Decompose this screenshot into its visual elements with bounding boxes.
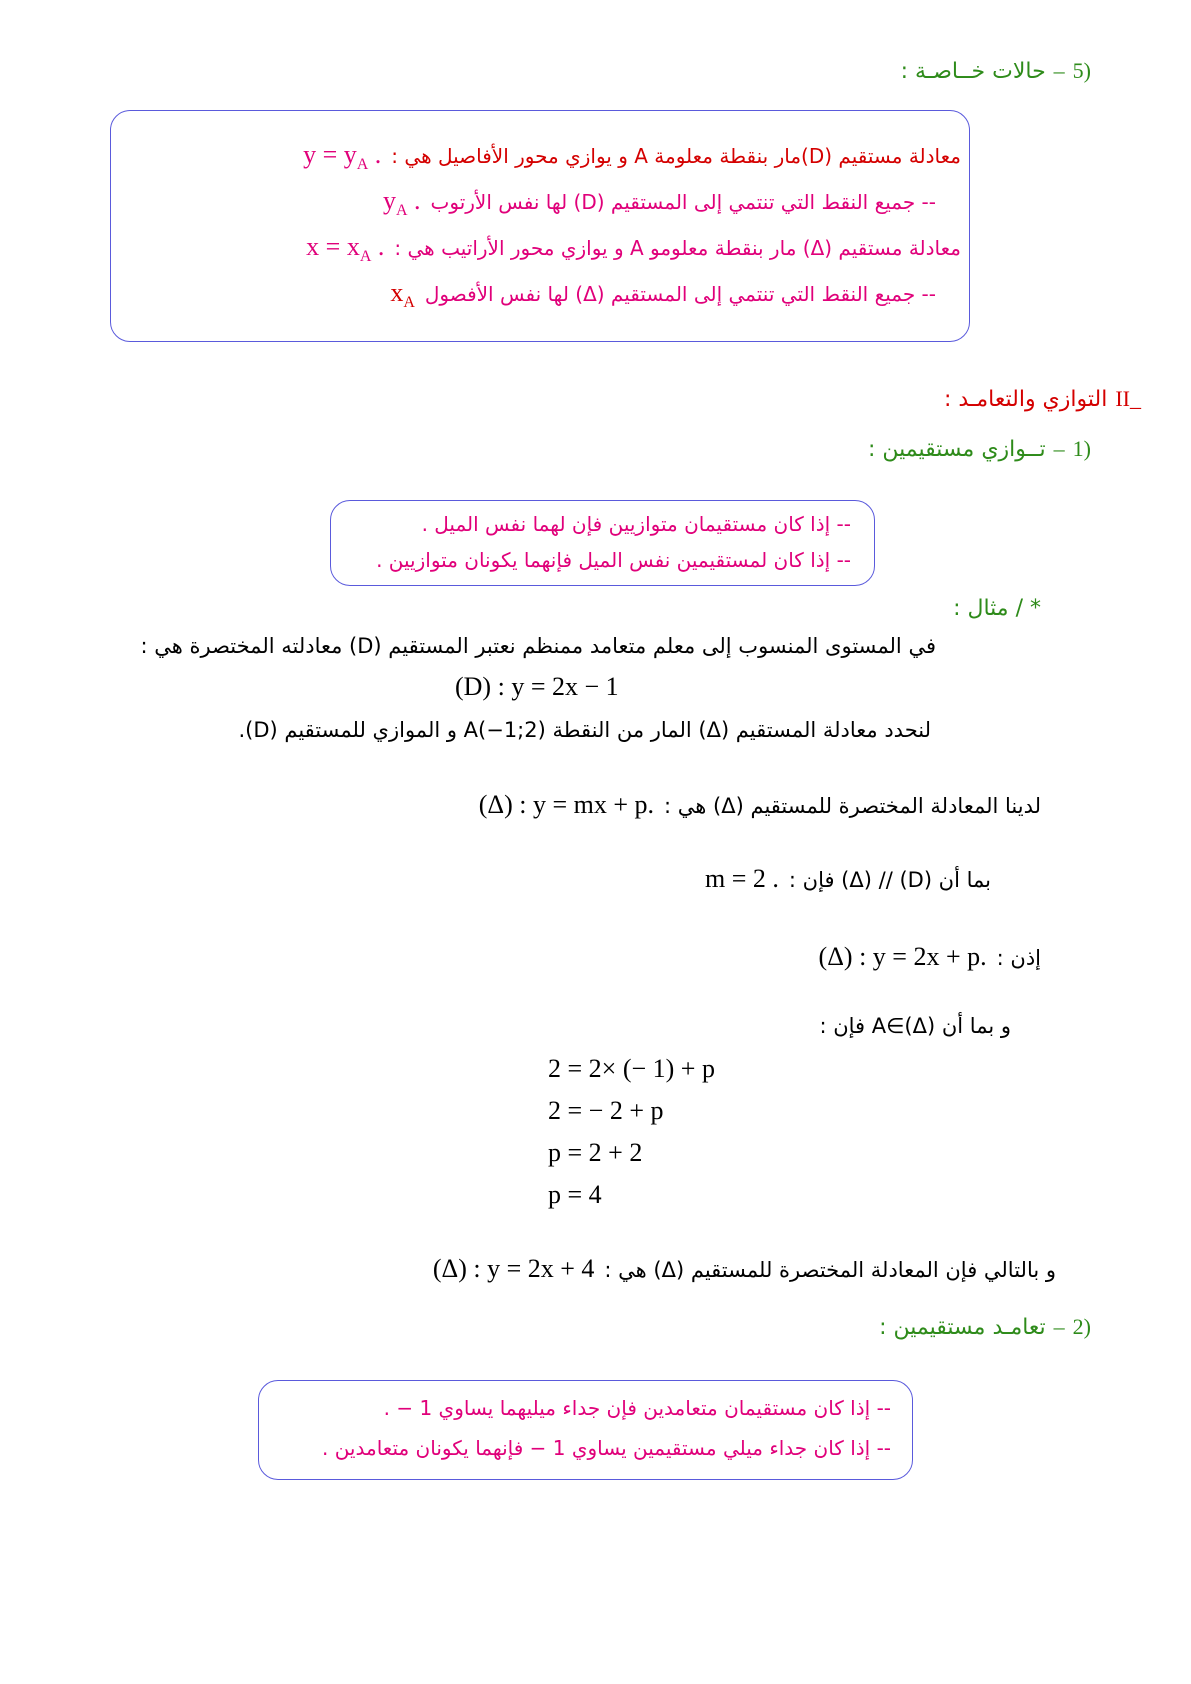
formula-main: y = y bbox=[303, 140, 357, 169]
special-case-1-text: معادلة مستقيم (D)مار بنقطة معلومة A و يوازي محور الأفاصيل هي : bbox=[391, 144, 961, 168]
calculation-block bbox=[548, 1048, 715, 1216]
special-case-line-3 bbox=[306, 232, 961, 266]
special-case-3-text: معادلة مستقيم (Δ) مار بنقطة معلومو A و يوازي محور الأراتيب هي : bbox=[394, 236, 961, 260]
step-conclusion-math: (Δ) : y = 2x + 4 bbox=[432, 1254, 595, 1283]
formula-subscript: A bbox=[359, 248, 372, 266]
perpendicular-rule-1: -- إذا كان مستقيمان متعامدين فإن جداء ميليهما يساوي 1 − . bbox=[383, 1396, 891, 1420]
step-substitute bbox=[819, 942, 1041, 972]
special-case-2-text: -- جميع النقط التي تنتمي إلى المستقيم (D) لها نفس الأرتوب bbox=[430, 190, 936, 214]
section-2-number: 2) bbox=[1072, 1314, 1091, 1339]
section-2-title: تعامـد مستقيمين : bbox=[879, 1315, 1046, 1340]
special-case-line-2 bbox=[383, 186, 936, 220]
special-case-2-formula bbox=[383, 186, 421, 220]
special-case-4-formula bbox=[390, 278, 415, 312]
special-case-4-text: -- جميع النقط التي تنتمي إلى المستقيم (Δ) لها نفس الأفصول bbox=[424, 282, 936, 306]
step-slope-math: m = 2 . bbox=[705, 864, 779, 893]
special-case-1-formula bbox=[303, 140, 381, 174]
parallel-rule-1: -- إذا كان مستقيمان متوازيين فإن لهما نفس الميل . bbox=[421, 512, 851, 536]
calc-line-3: p = 2 + 2 bbox=[548, 1138, 643, 1167]
formula-period: . bbox=[414, 186, 421, 215]
section-2-heading bbox=[879, 1314, 1091, 1340]
line-D-equation: (D) : y = 2x − 1 bbox=[455, 672, 619, 701]
step-substitute-text: إذن : bbox=[996, 946, 1041, 970]
section-II-title: التوازي والتعامـد : bbox=[943, 387, 1108, 412]
formula-period: . bbox=[377, 232, 385, 261]
step-substitute-math: (Δ) : y = 2x + p. bbox=[818, 942, 987, 971]
step-conclusion-text: و بالتالي فإن المعادلة المختصرة للمستقيم (Δ) هي : bbox=[604, 1258, 1056, 1282]
calc-line-1: 2 = 2× (− 1) + p bbox=[548, 1054, 715, 1083]
formula-subscript: A bbox=[395, 202, 408, 220]
special-case-3-formula bbox=[306, 232, 384, 266]
special-case-line-4 bbox=[390, 278, 936, 312]
example-label bbox=[953, 596, 1041, 621]
section-5-dash: – bbox=[1053, 58, 1065, 83]
step-slope-text: بما أن (D) // (Δ) فإن : bbox=[788, 868, 991, 892]
section-II-number: II_ bbox=[1115, 386, 1141, 411]
step-general-form-text: لدينا المعادلة المختصرة للمستقيم (Δ) هي : bbox=[664, 794, 1041, 818]
perpendicular-rule-2: -- إذا كان جداء ميلي مستقيمين يساوي 1 − فإنهما يكونان متعامدين . bbox=[321, 1436, 891, 1460]
perpendicular-rules-box bbox=[258, 1380, 913, 1480]
parallel-rule-2: -- إذا كان لمستقيمين نفس الميل فإنهما يكونان متوازيين . bbox=[376, 548, 851, 572]
step-point-on-line: و بما أن A∈(Δ) فإن : bbox=[819, 1014, 1011, 1038]
step-general-form-math: (Δ) : y = mx + p. bbox=[478, 790, 655, 819]
calc-line-4: p = 4 bbox=[548, 1180, 602, 1209]
section-1-number: 1) bbox=[1072, 436, 1091, 461]
formula-main: x = x bbox=[306, 232, 360, 261]
step-slope bbox=[705, 864, 991, 894]
example-goal: لنحدد معادلة المستقيم (Δ) المار من النقطة A(−1;2) و الموازي للمستقيم (D). bbox=[238, 718, 931, 742]
section-1-heading bbox=[868, 436, 1091, 462]
section-1-title: تــوازي مستقيمين : bbox=[868, 437, 1046, 462]
section-II-heading bbox=[944, 386, 1141, 412]
section-5-title: حالات خــاصـة : bbox=[900, 59, 1046, 84]
formula-main: y bbox=[382, 186, 396, 215]
formula-period: . bbox=[374, 140, 382, 169]
section-5-number: 5) bbox=[1072, 58, 1091, 83]
special-case-line-1 bbox=[303, 140, 961, 174]
example-label-text: * / مثال : bbox=[953, 596, 1041, 621]
formula-subscript: A bbox=[356, 156, 369, 174]
calc-line-2: 2 = − 2 + p bbox=[548, 1096, 664, 1125]
step-conclusion bbox=[433, 1254, 1056, 1284]
example-statement: في المستوى المنسوب إلى معلم متعامد ممنظم نعتبر المستقيم (D) معادلته المختصرة هي : bbox=[140, 634, 936, 658]
step-general-form bbox=[479, 790, 1041, 820]
section-2-dash: – bbox=[1053, 1314, 1065, 1339]
formula-subscript: A bbox=[403, 294, 415, 312]
section-5-heading bbox=[901, 58, 1091, 84]
section-1-dash: – bbox=[1053, 436, 1065, 461]
formula-main: x bbox=[390, 278, 404, 307]
